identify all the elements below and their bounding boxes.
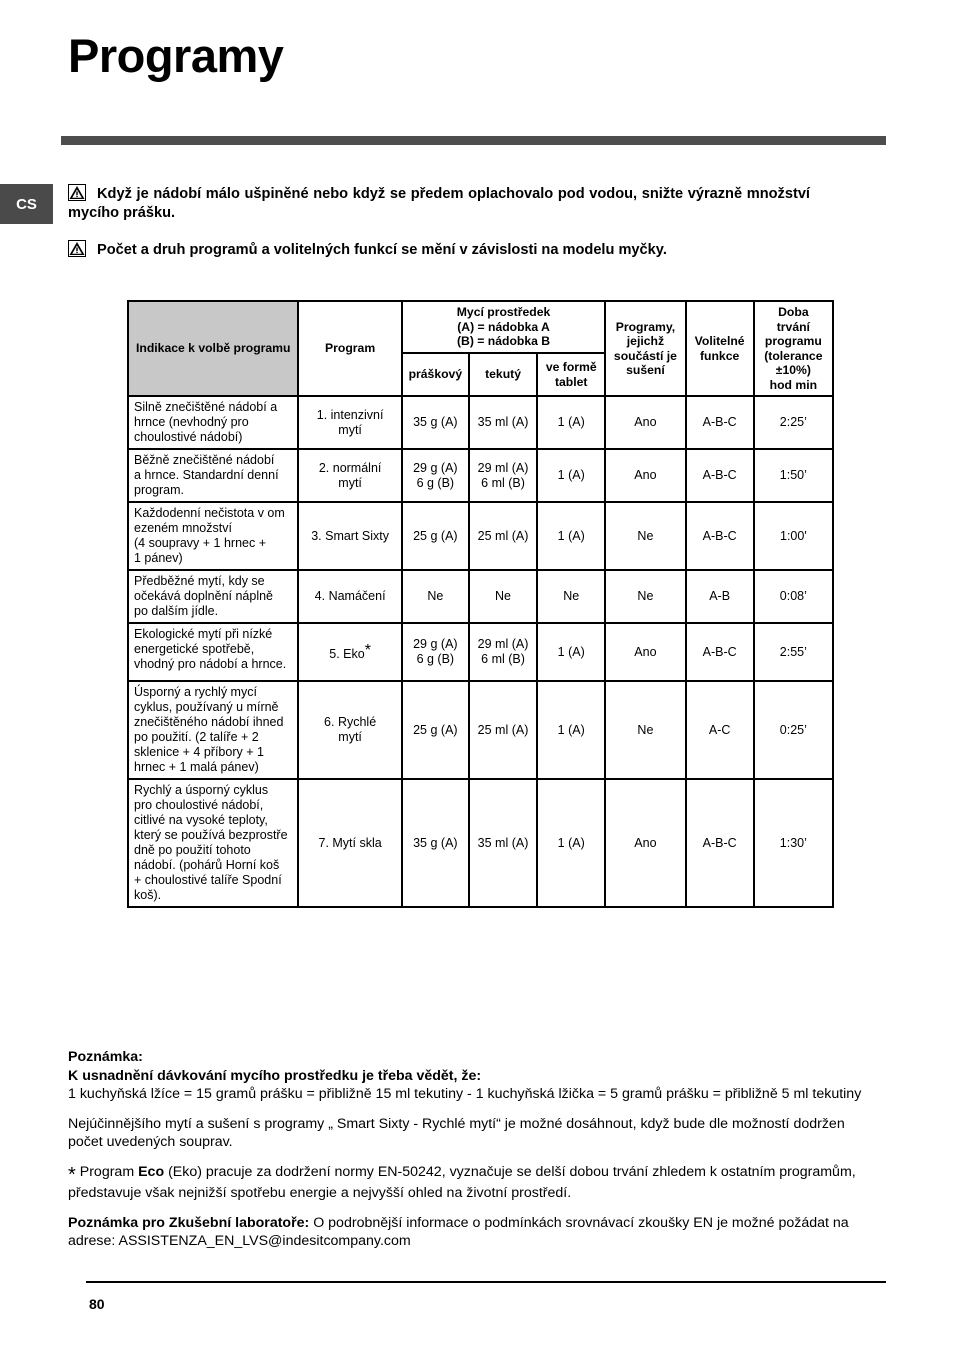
cell-liquid: 25 ml (A) bbox=[469, 502, 537, 570]
cell-options: A-B-C bbox=[686, 502, 754, 570]
cell-liquid: 35 ml (A) bbox=[469, 396, 537, 449]
cell-drying: Ne bbox=[605, 681, 685, 779]
cell-duration: 1:50’ bbox=[754, 449, 833, 502]
cell-options: A-C bbox=[686, 681, 754, 779]
cell-program: 7. Mytí skla bbox=[298, 779, 401, 907]
notes-heading: Poznámka: bbox=[68, 1049, 143, 1065]
cell-tablet: 1 (A) bbox=[537, 623, 605, 681]
cell-program: 2. normální mytí bbox=[298, 449, 401, 502]
cell-duration: 0:25’ bbox=[754, 681, 833, 779]
cell-duration: 1:30’ bbox=[754, 779, 833, 907]
cell-tablet: 1 (A) bbox=[537, 449, 605, 502]
cell-tablet: 1 (A) bbox=[537, 681, 605, 779]
cell-options: A-B-C bbox=[686, 449, 754, 502]
table-row bbox=[128, 623, 833, 681]
cell-tablet: Ne bbox=[537, 570, 605, 623]
table-row bbox=[128, 570, 833, 623]
language-tab: CS bbox=[0, 184, 53, 224]
cell-desc: Silně znečištěné nádobí a hrnce (nevhodný pro choulostivé nádobí) bbox=[128, 396, 298, 449]
cell-desc: Úsporný a rychlý mycí cyklus, používaný u mírně znečištěného nádobí ihned po použití. (2 talíře + 2 sklenice + 4 příbory + 1 hrnec + 1 malá pánev) bbox=[128, 681, 298, 779]
warning-icon bbox=[68, 240, 86, 257]
notes-line-2: Nejúčinnějšího mytí a sušení s programy „ Smart Sixty - Rychlé mytí“ je možné dosáhnout, když bude dle možností dodržen počet uvedených souprav. bbox=[68, 1115, 845, 1150]
notes-section bbox=[68, 1048, 868, 1251]
cell-drying: Ano bbox=[605, 779, 685, 907]
cell-duration: 2:55’ bbox=[754, 623, 833, 681]
cell-liquid: 29 ml (A) 6 ml (B) bbox=[469, 449, 537, 502]
cell-drying: Ne bbox=[605, 502, 685, 570]
cell-powder: 25 g (A) bbox=[402, 681, 469, 779]
table-row bbox=[128, 396, 833, 449]
cell-program: 1. intenzivní mytí bbox=[298, 396, 401, 449]
title-rule bbox=[61, 136, 886, 145]
cell-program: 3. Smart Sixty bbox=[298, 502, 401, 570]
header-detergent: Mycí prostředek (A) = nádobka A (B) = nádobka B bbox=[402, 301, 606, 353]
cell-tablet: 1 (A) bbox=[537, 396, 605, 449]
page-number: 80 bbox=[89, 1296, 105, 1312]
cell-desc: Každodenní nečistota v om ezeném množství (4 soupravy + 1 hrnec + 1 pánev) bbox=[128, 502, 298, 570]
header-options: Volitelné funkce bbox=[686, 301, 754, 396]
header-drying: Programy, jejichž součástí je sušení bbox=[605, 301, 685, 396]
page-title: Programy bbox=[68, 29, 284, 82]
cell-powder: 29 g (A) 6 g (B) bbox=[402, 449, 469, 502]
cell-desc: Běžně znečištěné nádobí a hrnce. Standardní denní program. bbox=[128, 449, 298, 502]
cell-program: 5. Eko* bbox=[298, 623, 401, 681]
cell-desc: Rychlý a úsporný cyklus pro choulostivé nádobí, citlivé na vysoké teploty, který se používá bezprostře dně po použití tohoto nádobí. (pohárů Horní koš + choulostivé talíře Spodní koš). bbox=[128, 779, 298, 907]
cell-drying: Ne bbox=[605, 570, 685, 623]
notes-eco: * Program Eco (Eko) pracuje za dodržení normy EN-50242, vyznačuje se delší dobou trvání zhledem k ostatním programům, představuje však nejnižší spotřebu energie a nejvyšší ohled na životní prostředí. bbox=[68, 1163, 856, 1201]
cell-duration: 0:08’ bbox=[754, 570, 833, 623]
warning-text-2: Počet a druh programů a volitelných funkcí se mění v závislosti na modelu myčky. bbox=[97, 242, 667, 258]
cell-desc: Ekologické mytí při nízké energetické spotřebě, vhodný pro nádobí a hrnce. bbox=[128, 623, 298, 681]
header-program: Program bbox=[298, 301, 401, 396]
header-powder: práškový bbox=[402, 353, 469, 396]
notes-subheading: K usnadnění dávkování mycího prostředku je třeba vědět, že: bbox=[68, 1067, 482, 1084]
cell-desc: Předběžné mytí, kdy se očekává doplnění náplně po dalším jídle. bbox=[128, 570, 298, 623]
cell-program: 6. Rychlé mytí bbox=[298, 681, 401, 779]
table-row bbox=[128, 502, 833, 570]
header-duration: Doba trvání programu (tolerance ±10%) hod min bbox=[754, 301, 833, 396]
cell-duration: 1:00' bbox=[754, 502, 833, 570]
cell-liquid: 25 ml (A) bbox=[469, 681, 537, 779]
cell-program: 4. Namáčení bbox=[298, 570, 401, 623]
warning-2 bbox=[68, 240, 810, 260]
cell-options: A-B-C bbox=[686, 396, 754, 449]
cell-drying: Ano bbox=[605, 396, 685, 449]
cell-duration: 2:25’ bbox=[754, 396, 833, 449]
notes-lab: Poznámka pro Zkušební laboratoře: O podrobnější informace o podmínkách srovnávací zkoušky EN je možné požádat na adrese: ASSISTENZA_EN_LVS@indesitcompany.com bbox=[68, 1214, 849, 1249]
cell-tablet: 1 (A) bbox=[537, 502, 605, 570]
warning-icon bbox=[68, 184, 86, 201]
cell-options: A-B bbox=[686, 570, 754, 623]
notes-line-1: 1 kuchyňská lžíce = 15 gramů prášku = přibližně 15 ml tekutiny - 1 kuchyňská lžička = 5 gramů prášku = přibližně 5 ml tekutiny bbox=[68, 1086, 862, 1102]
table-row bbox=[128, 449, 833, 502]
cell-liquid: Ne bbox=[469, 570, 537, 623]
cell-drying: Ano bbox=[605, 449, 685, 502]
cell-powder: 29 g (A) 6 g (B) bbox=[402, 623, 469, 681]
cell-liquid: 35 ml (A) bbox=[469, 779, 537, 907]
cell-tablet: 1 (A) bbox=[537, 779, 605, 907]
footnote-star: * bbox=[364, 641, 371, 659]
header-liquid: tekutý bbox=[469, 353, 537, 396]
table-row bbox=[128, 779, 833, 907]
cell-powder: 25 g (A) bbox=[402, 502, 469, 570]
cell-options: A-B-C bbox=[686, 623, 754, 681]
cell-powder: Ne bbox=[402, 570, 469, 623]
header-tablet: ve formě tablet bbox=[537, 353, 605, 396]
cell-powder: 35 g (A) bbox=[402, 396, 469, 449]
cell-drying: Ano bbox=[605, 623, 685, 681]
warning-text-1: Když je nádobí málo ušpiněné nebo když se předem oplachovalo pod vodou, snižte výrazně množství mycího prášku. bbox=[68, 186, 810, 221]
warning-1 bbox=[68, 184, 810, 223]
cell-options: A-B-C bbox=[686, 779, 754, 907]
cell-powder: 35 g (A) bbox=[402, 779, 469, 907]
cell-liquid: 29 ml (A) 6 ml (B) bbox=[469, 623, 537, 681]
footer-rule bbox=[86, 1281, 886, 1283]
header-indication: Indikace k volbě programu bbox=[128, 301, 298, 396]
table-row bbox=[128, 681, 833, 779]
footnote-star: * bbox=[68, 1163, 76, 1186]
programs-table bbox=[127, 300, 834, 908]
